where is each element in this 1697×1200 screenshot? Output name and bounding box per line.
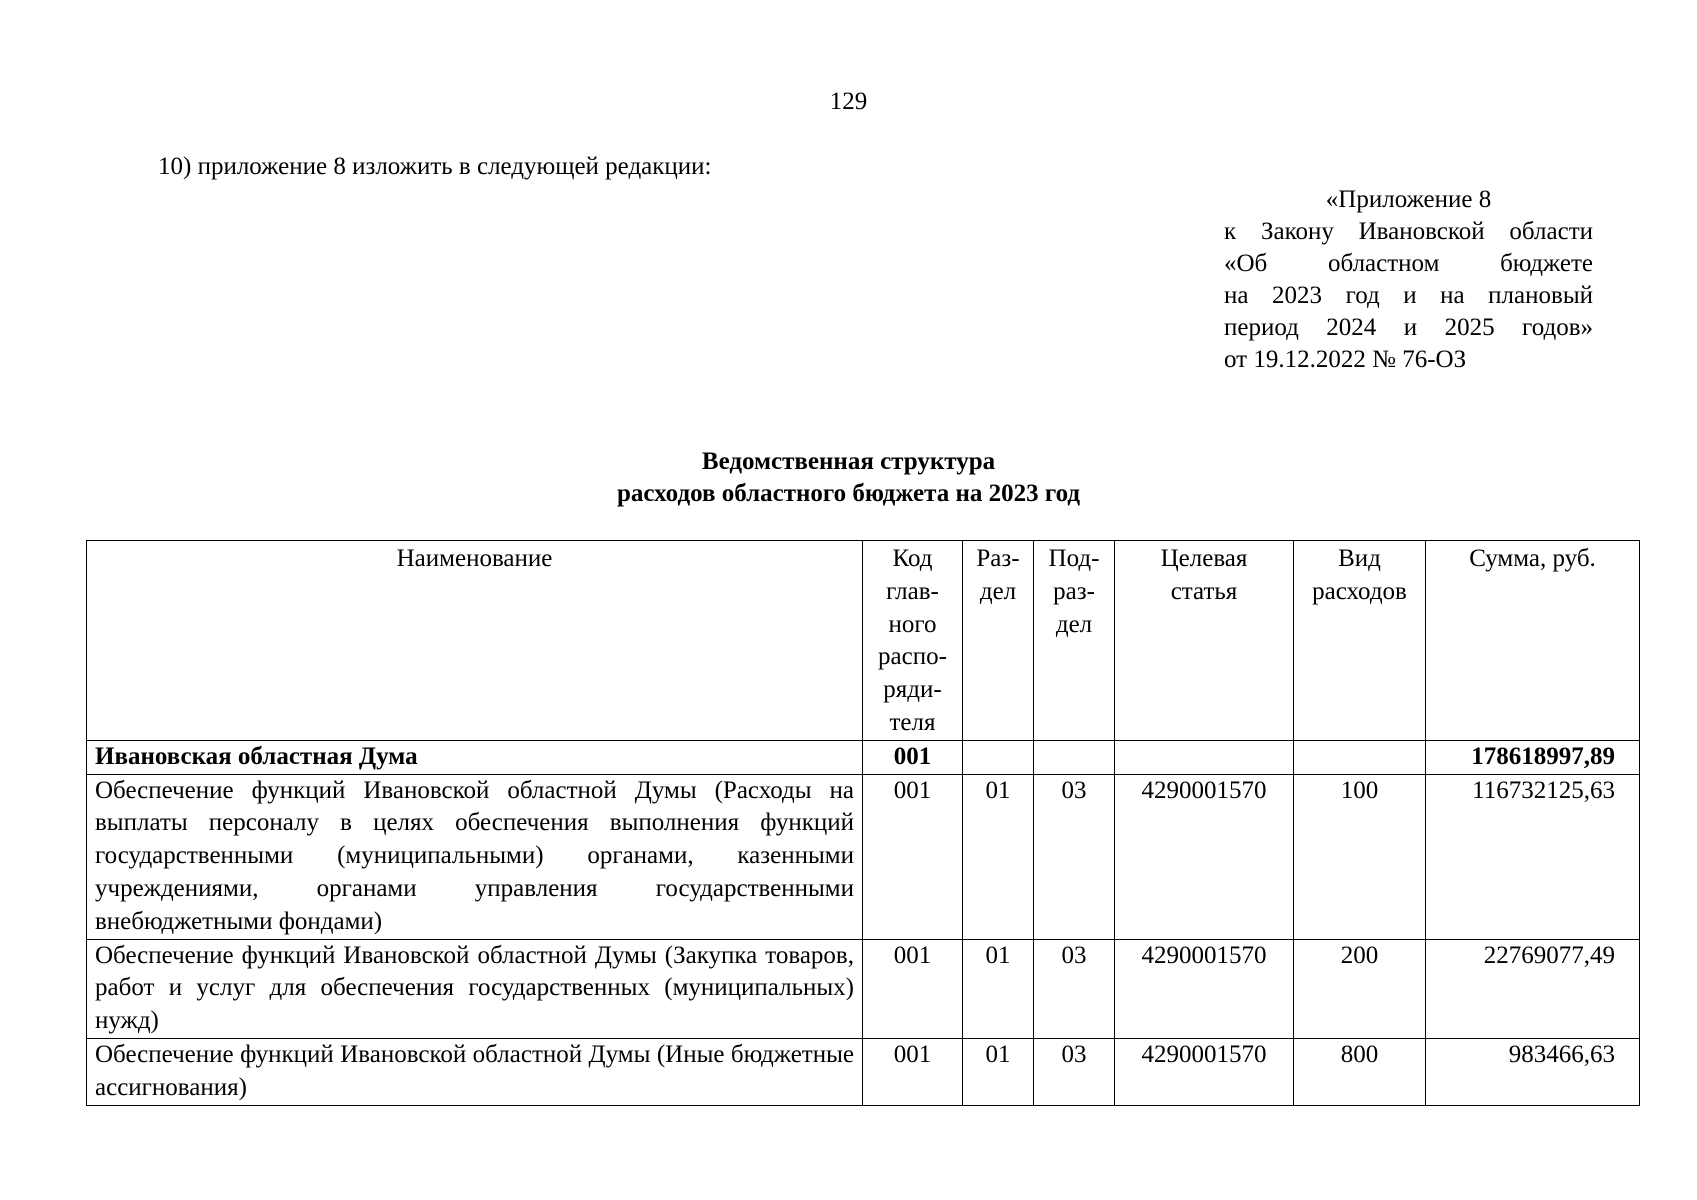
cell-type: 800 [1294,1038,1426,1105]
document-title [0,446,1697,510]
header-sum: Сумма, руб. [1426,541,1640,741]
cell-section: 01 [963,774,1034,939]
cell-target [1115,740,1294,774]
cell-sum: 22769077,49 [1426,939,1640,1038]
cell-code: 001 [863,740,963,774]
appendix-reference [1224,184,1593,376]
appendix-ref-line: «Приложение 8 [1325,186,1492,213]
cell-section: 01 [963,939,1034,1038]
header-name: Наименование [87,541,863,741]
cell-name: Обеспечение функций Ивановской областной Думы (Расходы на выплаты персоналу в целях обеспечения выполнения функций государственными (муниципальными) органами, казенными учреждениями, органами управления государственными внебюджетными фондами) [87,774,863,939]
document-title-line: Ведомственная структура [701,448,996,475]
header-section: Раз- дел [963,541,1034,741]
table-header-row [87,541,1640,741]
table-row [87,774,1640,939]
cell-section: 01 [963,1038,1034,1105]
intro-paragraph: 10) приложение 8 изложить в следующей редакции: [158,153,712,180]
cell-sum: 116732125,63 [1426,774,1640,939]
cell-subsection [1034,740,1115,774]
cell-name: Обеспечение функций Ивановской областной Думы (Закупка товаров, работ и услуг для обеспечения государственных (муниципальных) нужд) [87,939,863,1038]
table-row [87,1038,1640,1105]
document-title-line: расходов областного бюджета на 2023 год [616,480,1081,507]
appendix-ref-line: период 2024 и 2025 годов» [1224,314,1593,341]
cell-name: Ивановская областная Дума [87,740,863,774]
cell-name: Обеспечение функций Ивановской областной Думы (Иные бюджетные ассигнования) [87,1038,863,1105]
page-number: 129 [829,88,868,115]
appendix-ref-line: от 19.12.2022 № 76-ОЗ [1224,346,1467,373]
cell-section [963,740,1034,774]
cell-target: 4290001570 [1115,1038,1294,1105]
cell-code: 001 [863,939,963,1038]
cell-target: 4290001570 [1115,774,1294,939]
cell-subsection: 03 [1034,939,1115,1038]
cell-type: 200 [1294,939,1426,1038]
table-row [87,740,1640,774]
cell-type: 100 [1294,774,1426,939]
header-subsection: Под- раз- дел [1034,541,1115,741]
header-type: Вид расходов [1294,541,1426,741]
budget-table [86,540,1640,1106]
cell-code: 001 [863,1038,963,1105]
header-target: Целевая статья [1115,541,1294,741]
table-row [87,939,1640,1038]
cell-code: 001 [863,774,963,939]
header-code: Код глав- ного распо- ряди- теля [863,541,963,741]
appendix-ref-line: на 2023 год и на плановый [1224,282,1593,309]
cell-subsection: 03 [1034,774,1115,939]
cell-type [1294,740,1426,774]
cell-sum: 983466,63 [1426,1038,1640,1105]
cell-sum: 178618997,89 [1426,740,1640,774]
appendix-ref-line: «Об областном бюджете [1224,250,1593,277]
appendix-ref-line: к Закону Ивановской области [1224,218,1593,245]
cell-target: 4290001570 [1115,939,1294,1038]
cell-subsection: 03 [1034,1038,1115,1105]
